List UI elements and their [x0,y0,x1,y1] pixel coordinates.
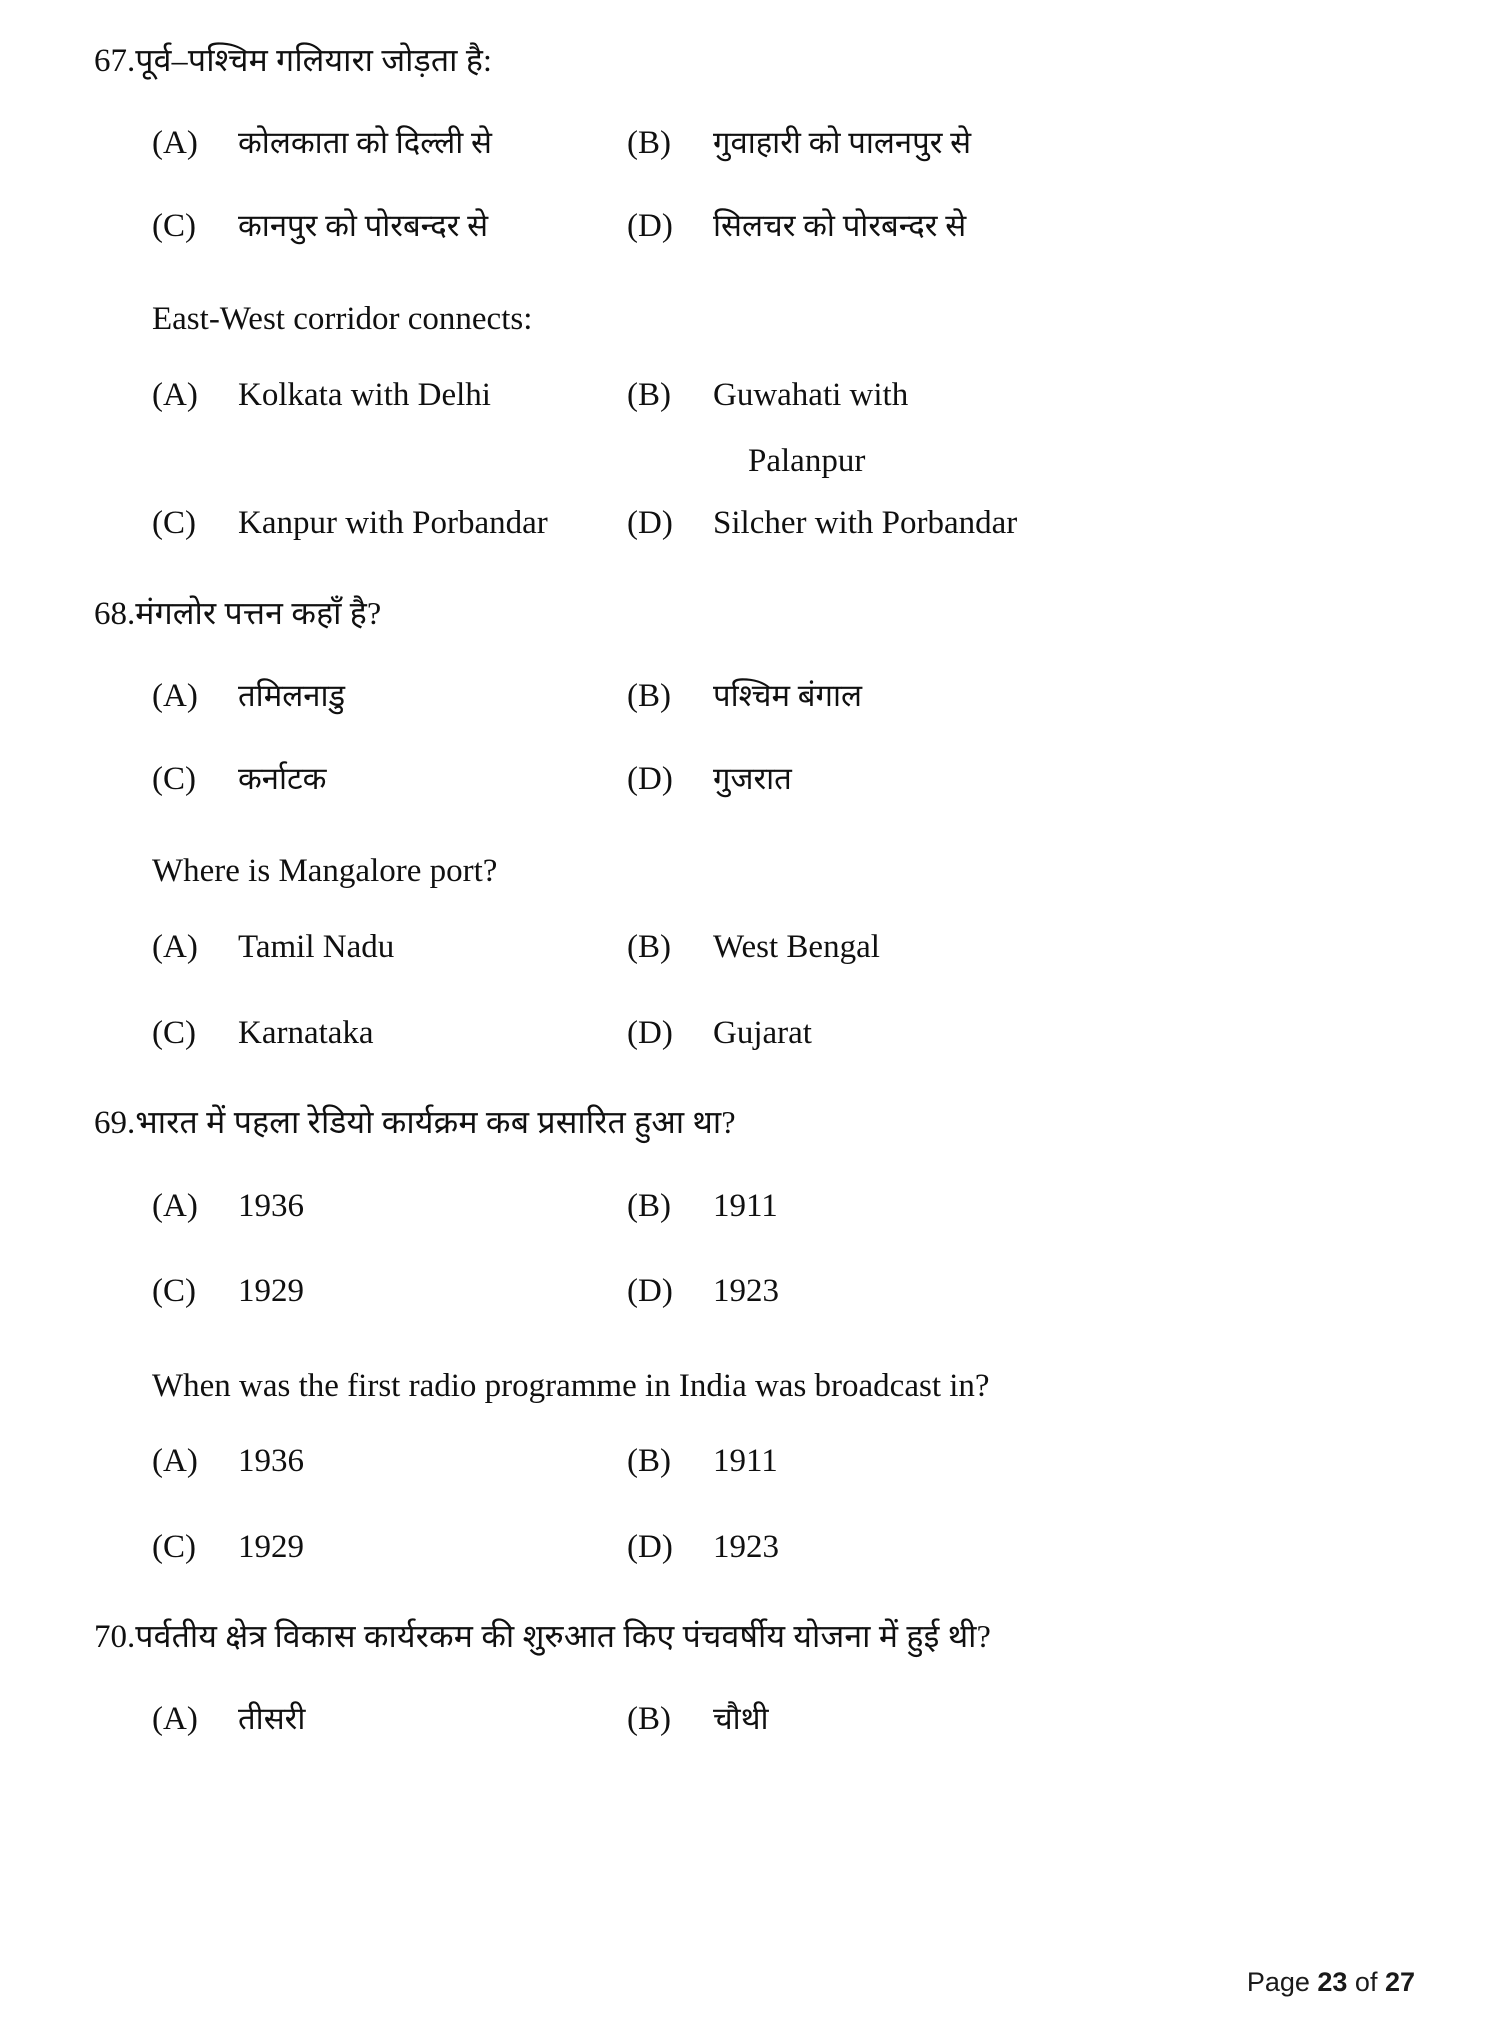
option-69-en-b-text: 1911 [713,1443,778,1480]
option-67-hi-c-label: (C) [152,207,196,244]
option-67-hi-a-label: (A) [152,125,198,162]
option-69-hi-b[interactable] [615,1164,1175,1249]
option-68-hi-c-text: कर्नाटक [238,760,327,796]
question-block-69 [90,1102,1415,1590]
option-69-en-a[interactable] [90,1419,615,1504]
spacer [90,567,1415,593]
option-67-en-a-label: (A) [152,376,198,413]
option-68-en-d-text: Gujarat [713,1014,812,1051]
question-67-english-stem: East-West corridor connects: [152,300,533,337]
option-68-en-a-text: Tamil Nadu [238,929,395,966]
option-67-hi-a-text: कोलकाता को दिल्ली से [238,125,492,161]
option-67-en-b[interactable] [615,353,1175,438]
option-69-hi-a-text: 1936 [238,1188,304,1225]
option-69-hi-d[interactable] [615,1249,1175,1334]
question-69-hindi-stem-text: भारत में पहला रेडियो कार्यक्रम कब प्रसारित हुआ था? [135,1103,736,1140]
option-67-en-a-text: Kolkata with Delhi [238,376,491,413]
question-67-number: 67. [94,43,136,79]
option-67-hi-b-label: (B) [627,125,671,162]
option-67-hi-b[interactable] [615,102,1175,185]
option-68-en-d-label: (D) [627,1014,673,1051]
option-67-hi-b-text: गुवाहारी को पालनपुर से [713,125,972,161]
option-68-en-c[interactable] [90,991,615,1076]
option-69-hi-b-label: (B) [627,1188,671,1225]
option-69-hi-b-text: 1911 [713,1188,778,1225]
question-67-hindi-options-row-2 [90,185,1415,268]
question-70-hindi-options-row-1 [90,1678,1415,1761]
option-67-en-b-label: (B) [627,376,671,413]
option-68-en-c-text: Karnataka [238,1014,374,1051]
option-69-hi-c-label: (C) [152,1273,196,1310]
option-68-hi-a[interactable] [90,655,615,738]
option-69-en-d-text: 1923 [713,1528,779,1565]
question-67-hindi-stem [90,40,1415,82]
option-69-en-a-label: (A) [152,1443,198,1480]
option-68-hi-c-label: (C) [152,760,196,797]
question-68-number: 68. [94,595,136,632]
question-69-english-options-row-2 [90,1505,1415,1590]
option-69-hi-c[interactable] [90,1249,615,1334]
page-footer-prefix: Page [1246,1967,1318,1997]
question-68-english-stem: Where is Mangalore port? [152,853,498,890]
option-69-hi-d-text: 1923 [713,1273,779,1310]
option-68-hi-b[interactable] [615,655,1175,738]
question-67-english-options-row-1 [90,353,1415,438]
option-68-en-b[interactable] [615,905,1175,990]
question-68-hindi-stem-text: मंगलोर पत्तन कहाँ है? [135,594,382,631]
option-67-en-b-continuation: Palanpur [748,442,866,479]
option-70-hi-b-text: चौथी [713,1701,769,1737]
question-68-english-options-row-1 [90,905,1415,990]
question-68-english-options-row-2 [90,991,1415,1076]
option-70-hi-a[interactable] [90,1678,615,1761]
option-69-en-c[interactable] [90,1505,615,1590]
option-67-hi-a[interactable] [90,102,615,185]
page-footer-total: 27 [1384,1967,1415,1997]
option-67-en-a[interactable] [90,353,615,438]
question-block-67 [90,40,1415,567]
option-69-en-d[interactable] [615,1505,1175,1590]
question-68-hindi-options-row-1 [90,655,1415,738]
option-69-en-b[interactable] [615,1419,1175,1504]
option-68-hi-d-label: (D) [627,760,673,797]
page-footer-middle: of [1347,1967,1385,1997]
option-67-hi-d-label: (D) [627,207,673,244]
question-69-english-options-row-1 [90,1419,1415,1504]
question-69-english-stem: When was the first radio programme in India was broadcast in? [152,1367,990,1404]
option-69-en-c-text: 1929 [238,1528,304,1565]
option-68-hi-a-text: तमिलनाडु [238,677,346,713]
question-70-hindi-stem-text: पर्वतीय क्षेत्र विकास कार्यरकम की शुरुआत किए पंचवर्षीय योजना में हुई थी? [135,1617,992,1654]
option-68-hi-a-label: (A) [152,677,198,714]
spacer [90,1150,1415,1164]
option-68-hi-d-text: गुजरात [713,760,792,796]
spacer [90,1664,1415,1678]
option-67-en-c-text: Kanpur with Porbandar [238,505,548,542]
option-67-en-d[interactable] [615,481,1175,566]
option-68-en-b-label: (B) [627,929,671,966]
option-67-en-d-label: (D) [627,505,673,542]
page-footer [1247,1967,1415,1998]
option-68-en-a-label: (A) [152,929,198,966]
option-67-en-d-text: Silcher with Porbandar [713,505,1018,542]
option-70-hi-b-label: (B) [627,1701,671,1738]
option-67-en-c-label: (C) [152,505,196,542]
option-67-hi-c-text: कानपुर को पोरबन्दर से [238,207,489,243]
option-69-en-a-text: 1936 [238,1443,304,1480]
question-67-hindi-options-row-1 [90,102,1415,185]
spacer [90,88,1415,102]
option-68-en-a[interactable] [90,905,615,990]
spacer [90,1076,1415,1102]
option-67-hi-c[interactable] [90,185,615,268]
option-69-hi-a-label: (A) [152,1188,198,1225]
question-69-number: 69. [94,1104,136,1141]
option-69-hi-a[interactable] [90,1164,615,1249]
question-67-english-options-row-2 [90,481,1415,566]
page-footer-current: 23 [1317,1967,1348,1997]
option-69-hi-d-label: (D) [627,1273,673,1310]
question-70-number: 70. [94,1618,136,1655]
spacer [90,641,1415,655]
option-69-en-d-label: (D) [627,1528,673,1565]
question-block-68 [90,593,1415,1076]
question-70-hindi-stem [90,1616,1415,1658]
spacer [90,1590,1415,1616]
question-69-hindi-stem [90,1102,1415,1144]
option-67-hi-d[interactable] [615,185,1175,268]
question-68-hindi-stem [90,593,1415,635]
option-70-hi-a-text: तीसरी [238,1701,306,1737]
option-67-hi-d-text: सिलचर को पोरबन्दर से [713,207,967,243]
option-70-hi-a-label: (A) [152,1701,198,1738]
option-68-hi-d[interactable] [615,738,1175,821]
option-68-hi-b-text: पश्चिम बंगाल [713,677,862,713]
option-68-en-b-text: West Bengal [713,929,880,966]
option-70-hi-b[interactable] [615,1678,1175,1761]
option-68-en-d[interactable] [615,991,1175,1076]
question-block-70 [90,1616,1415,1761]
question-69-hindi-options-row-1 [90,1164,1415,1249]
option-68-hi-c[interactable] [90,738,615,821]
option-67-en-b-text: Guwahati with [713,376,909,413]
option-68-en-c-label: (C) [152,1014,196,1051]
question-68-hindi-options-row-2 [90,738,1415,821]
option-69-en-c-label: (C) [152,1528,196,1565]
question-69-hindi-options-row-2 [90,1249,1415,1334]
option-69-en-b-label: (B) [627,1443,671,1480]
option-68-hi-b-label: (B) [627,677,671,714]
option-69-hi-c-text: 1929 [238,1273,304,1310]
option-67-en-c[interactable] [90,481,615,566]
question-67-hindi-stem-text: पूर्व–पश्चिम गलियारा जोड़ता है: [135,42,493,78]
